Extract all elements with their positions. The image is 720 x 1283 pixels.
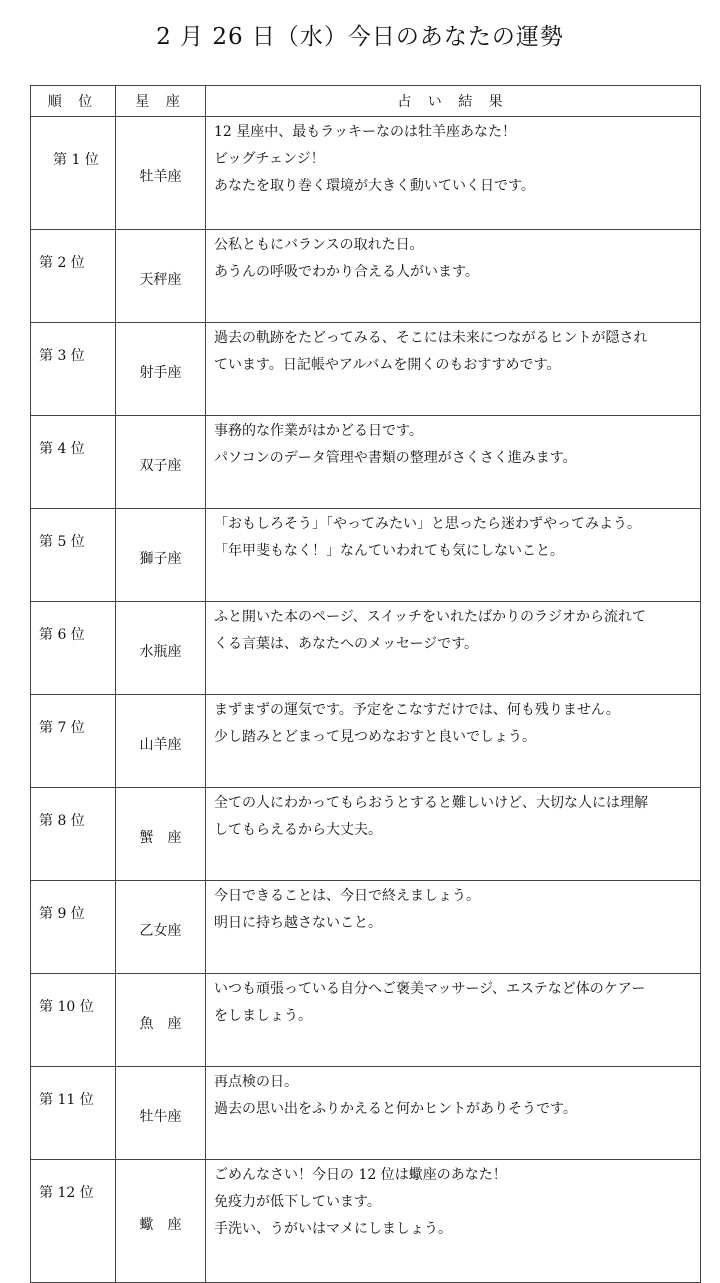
result-cell <box>206 509 701 602</box>
rank-cell: 第 12 位 <box>31 1160 116 1283</box>
result-cell <box>206 788 701 881</box>
table-row <box>31 1160 701 1283</box>
header-result: 占 い 結 果 <box>206 86 701 117</box>
result-line: パソコンのデータ管理や書類の整理がさくさく進みます。 <box>214 450 577 466</box>
horoscope-table <box>30 85 701 1283</box>
result-cell <box>206 416 701 509</box>
rank-cell: 第 2 位 <box>31 230 116 323</box>
rank-cell: 第 5 位 <box>31 509 116 602</box>
rank-cell: 第 6 位 <box>31 602 116 695</box>
result-line: してもらえるから大丈夫。 <box>214 822 382 838</box>
table-row <box>31 881 701 974</box>
result-line: 過去の思い出をふりかえると何かヒントがありそうです。 <box>214 1101 577 1117</box>
result-line: 全ての人にわかってもらおうとすると難しいけど、大切な人には理解 <box>214 795 648 811</box>
result-line: 公私ともにバランスの取れた日。 <box>214 237 424 253</box>
result-cell <box>206 1067 701 1160</box>
sign-cell: 射手座 <box>116 323 206 416</box>
rank-cell: 第 9 位 <box>31 881 116 974</box>
result-line: 12 星座中、最もラッキーなのは牡羊座あなた！ <box>214 124 516 140</box>
header-rank: 順 位 <box>31 86 116 117</box>
result-line: 今日できることは、今日で終えましょう。 <box>214 888 480 904</box>
page-title: 2 月 26 日（水）今日のあなたの運勢 <box>156 24 564 50</box>
result-cell <box>206 230 701 323</box>
sign-cell: 魚 座 <box>116 974 206 1067</box>
result-line: をしましょう。 <box>214 1008 312 1024</box>
result-cell <box>206 881 701 974</box>
table-row <box>31 323 701 416</box>
sign-cell: 牡羊座 <box>116 117 206 230</box>
result-cell <box>206 602 701 695</box>
result-line: 過去の軌跡をたどってみる、そこには未来につながるヒントが隠され <box>214 330 648 346</box>
table-row <box>31 602 701 695</box>
result-cell <box>206 974 701 1067</box>
result-cell <box>206 117 701 230</box>
result-line: 手洗い、うがいはマメにしましょう。 <box>214 1221 452 1237</box>
sign-cell: 双子座 <box>116 416 206 509</box>
sign-cell: 乙女座 <box>116 881 206 974</box>
table-row <box>31 788 701 881</box>
result-line: 「おもしろそう」「やってみたい」と思ったら迷わずやってみよう。 <box>214 516 641 532</box>
rank-cell: 第 7 位 <box>31 695 116 788</box>
result-line: くる言葉は、あなたへのメッセージです。 <box>214 636 479 652</box>
header-row <box>31 86 701 117</box>
result-line: 少し踏みとどまって見つめなおすと良いでしょう。 <box>214 729 536 745</box>
result-line: いつも頑張っている自分へご褒美マッサージ、エステなど体のケアー <box>214 981 646 997</box>
sign-cell: 獅子座 <box>116 509 206 602</box>
result-line: 事務的な作業がはかどる日です。 <box>214 423 423 439</box>
result-cell <box>206 695 701 788</box>
result-line: あうんの呼吸でわかり合える人がいます。 <box>214 264 479 280</box>
sign-cell: 牡牛座 <box>116 1067 206 1160</box>
table-row <box>31 416 701 509</box>
table-row <box>31 1067 701 1160</box>
table-row <box>31 974 701 1067</box>
result-line: ふと開いた本のページ、スイッチをいれたばかりのラジオから流れて <box>214 609 647 625</box>
sign-cell: 蟹 座 <box>116 788 206 881</box>
result-cell <box>206 1160 701 1283</box>
rank-cell: 第 10 位 <box>31 974 116 1067</box>
sign-cell: 山羊座 <box>116 695 206 788</box>
result-line: 再点検の日。 <box>214 1074 298 1090</box>
result-line: ています。日記帳やアルバムを開くのもおすすめです。 <box>214 357 561 373</box>
result-line: 明日に持ち越さないこと。 <box>214 915 382 931</box>
rank-cell: 第 8 位 <box>31 788 116 881</box>
result-cell <box>206 323 701 416</box>
table-row <box>31 695 701 788</box>
result-line: あなたを取り巻く環境が大きく動いていく日です。 <box>214 178 535 194</box>
result-line: ごめんなさい！今日の 12 位は蠍座のあなた！ <box>214 1167 507 1183</box>
sign-cell: 蠍 座 <box>116 1160 206 1283</box>
result-line: 免疫力が低下しています。 <box>214 1194 381 1210</box>
rank-cell: 第 1 位 <box>31 117 116 230</box>
sign-cell: 水瓶座 <box>116 602 206 695</box>
result-line: 「年甲斐もなく！」なんていわれても気にしないこと。 <box>214 543 564 559</box>
rank-cell: 第 3 位 <box>31 323 116 416</box>
rank-cell: 第 4 位 <box>31 416 116 509</box>
rank-cell: 第 11 位 <box>31 1067 116 1160</box>
sign-cell: 天秤座 <box>116 230 206 323</box>
table-row <box>31 117 701 230</box>
table-row <box>31 509 701 602</box>
result-line: ビッグチェンジ！ <box>214 151 325 167</box>
header-sign: 星 座 <box>116 86 206 117</box>
table-row <box>31 230 701 323</box>
result-line: まずまずの運気です。予定をこなすだけでは、何も残りません。 <box>214 702 620 718</box>
